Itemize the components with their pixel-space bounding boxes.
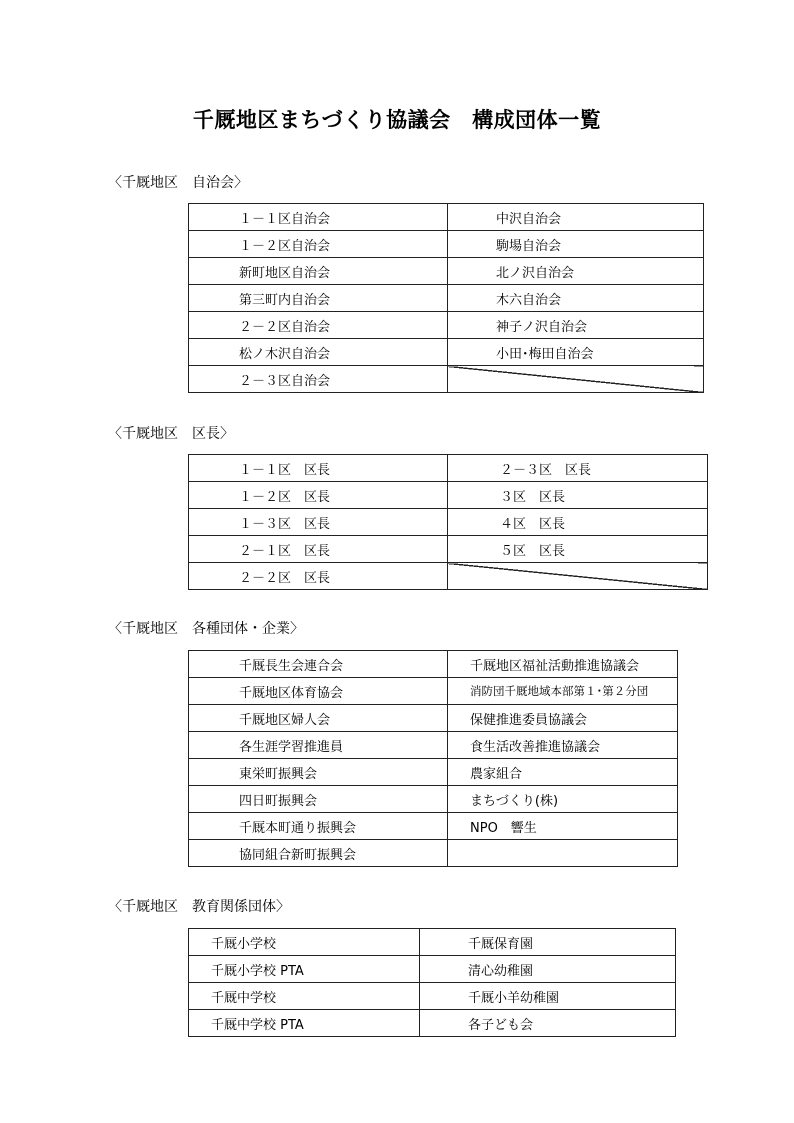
table-cell-left: ２－３区自治会 [189,366,448,393]
table-cell-right: 中沢自治会 [448,204,704,231]
table-row [189,231,704,258]
table-cell-left: 千厩長生会連合会 [189,651,448,678]
table-cell-left: 千厩小学校 PTA [189,956,420,983]
table-cell-right: 各子ども会 [420,1010,676,1037]
table-row [189,956,676,983]
table-row [189,509,708,536]
table-row [189,339,704,366]
table-row [189,732,678,759]
section-heading-jichikai: 〈千厩地区 自治会〉 [108,175,248,191]
table-jichikai [188,203,704,393]
table-cell-left: 松ノ木沢自治会 [189,339,448,366]
table-row [189,204,704,231]
table-row [189,482,708,509]
table-kyoiku [188,928,676,1037]
table-cell-right-empty [448,840,678,867]
table-kakushu-dantai [188,650,678,867]
section-heading-kakushu-dantai: 〈千厩地区 各種団体・企業〉 [108,621,304,637]
table-cell-left: １－２区自治会 [189,231,448,258]
table-row [189,759,678,786]
table-cell-left: ２－２区自治会 [189,312,448,339]
table-cell-right: 食生活改善推進協議会 [448,732,678,759]
page-title: 千厩地区まちづくり協議会 構成団体一覧 [192,108,602,132]
table-row [189,983,676,1010]
section-heading-kucho: 〈千厩地区 区長〉 [108,426,234,442]
table-cell-left: １－１区 区長 [189,455,448,482]
table-cell-right: ４区 区長 [448,509,708,536]
table-row [189,563,708,590]
table-row [189,455,708,482]
table-row [189,258,704,285]
table-cell-right: 千厩小羊幼稚園 [420,983,676,1010]
table-cell-left: １－１区自治会 [189,204,448,231]
table-cell-right: 消防団千厩地域本部第１･第２分団 [448,678,678,705]
table-row [189,285,704,312]
table-cell-right: まちづくり(株) [448,786,678,813]
table-row [189,312,704,339]
table-cell-left: 第三町内自治会 [189,285,448,312]
table-cell-left: 千厩中学校 PTA [189,1010,420,1037]
table-row [189,651,678,678]
table-cell-right: ５区 区長 [448,536,708,563]
table-cell-left: 協同組合新町振興会 [189,840,448,867]
table-row [189,929,676,956]
table-cell-right: 北ノ沢自治会 [448,258,704,285]
table-cell-left: 千厩本町通り振興会 [189,813,448,840]
table-cell-left: 新町地区自治会 [189,258,448,285]
table-cell-right: 清心幼稚園 [420,956,676,983]
table-cell-right: 農家組合 [448,759,678,786]
table-cell-left: 各生涯学習推進員 [189,732,448,759]
table-cell-left: 千厩地区婦人会 [189,705,448,732]
table-cell-right: 木六自治会 [448,285,704,312]
table-row [189,840,678,867]
table-cell-left: ２－２区 区長 [189,563,448,590]
table-cell-right: 千厩地区福祉活動推進協議会 [448,651,678,678]
table-row [189,786,678,813]
table-cell-left: １－３区 区長 [189,509,448,536]
table-cell-left: 千厩中学校 [189,983,420,1010]
table-cell-left: １－２区 区長 [189,482,448,509]
table-kucho [188,454,708,590]
table-row [189,536,708,563]
table-cell-left: ２－１区 区長 [189,536,448,563]
table-cell-right: ３区 区長 [448,482,708,509]
table-cell-left: 東栄町振興会 [189,759,448,786]
table-row [189,366,704,393]
empty-diagonal-cell [448,366,704,393]
table-cell-right: 神子ノ沢自治会 [448,312,704,339]
section-heading-kyoiku: 〈千厩地区 教育関係団体〉 [108,899,290,915]
empty-diagonal-cell [448,563,708,590]
table-cell-right: 保健推進委員協議会 [448,705,678,732]
table-cell-right: NPO 響生 [448,813,678,840]
table-row [189,1010,676,1037]
table-row [189,813,678,840]
table-cell-left: 千厩小学校 [189,929,420,956]
table-row [189,705,678,732]
table-row [189,678,678,705]
table-cell-right: 小田･梅田自治会 [448,339,704,366]
table-cell-left: 四日町振興会 [189,786,448,813]
table-cell-right: 千厩保育園 [420,929,676,956]
table-cell-right: ２－３区 区長 [448,455,708,482]
table-cell-right: 駒場自治会 [448,231,704,258]
table-cell-left: 千厩地区体育協会 [189,678,448,705]
